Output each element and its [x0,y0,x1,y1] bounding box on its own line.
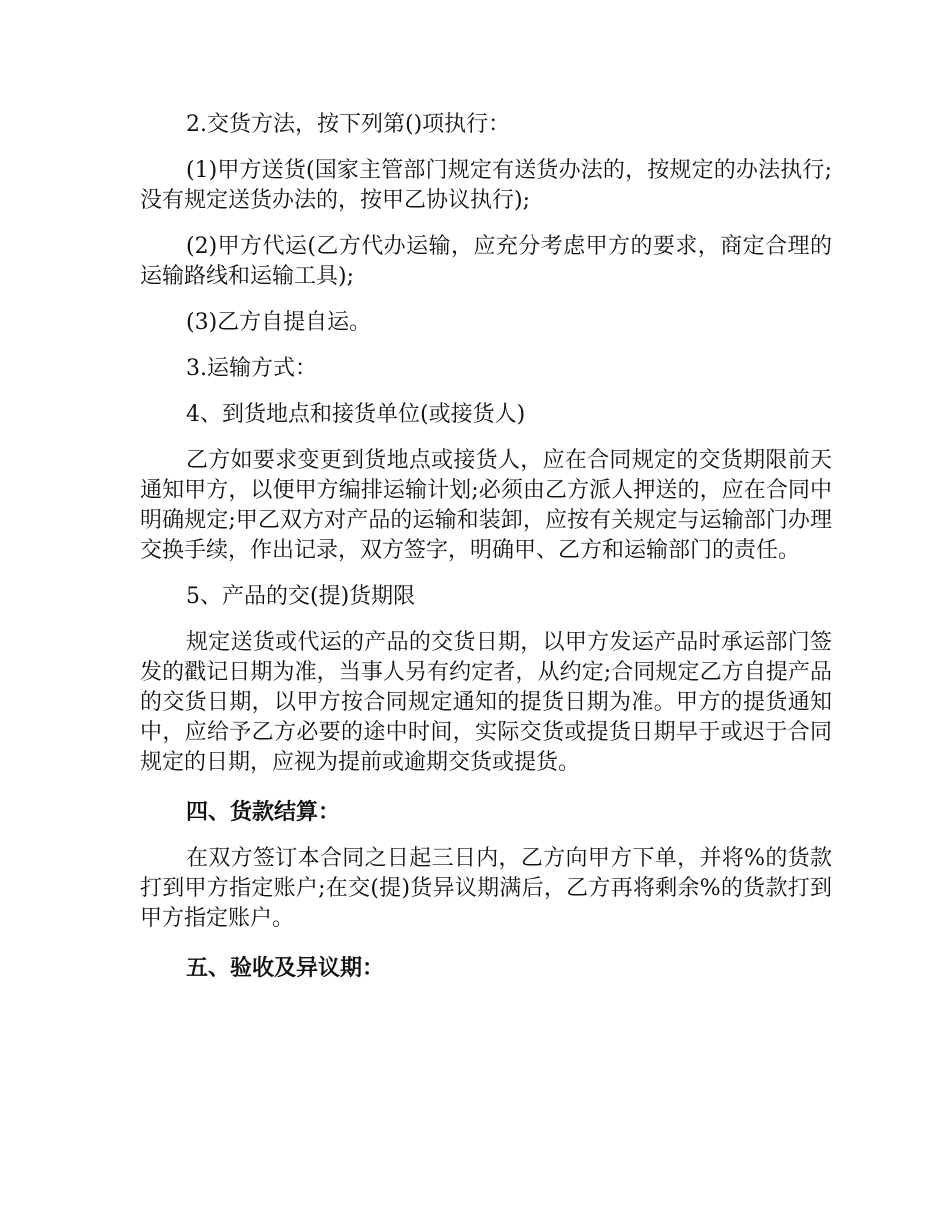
clause-delivery-method: 2.交货方法，按下列第()项执行： [186,112,511,137]
document-body [140,110,832,1000]
paragraph-delivery-date: 规定送货或代运的产品的交货日期，以甲方发运产品时承运部门签发的戳记日期为准，当事人另有约定者，从约定;合同规定乙方自提产品的交货日期，以甲方按合同规定通知的提货日期为准。甲方的提货通知中，应给予乙方必要的途中时间，实际交货或提货日期早于或迟于合同规定的日期，应视为提前或逾期交货或提货。 [140,630,832,775]
option-buyer-pickup: (3)乙方自提自运。 [186,310,372,335]
option-seller-shipping: (2)甲方代运(乙方代办运输，应充分考虑甲方的要求，商定合理的运输路线和运输工具); [140,234,832,289]
clause-transport-mode: 3.运输方式： [186,356,317,381]
paragraph-location-change: 乙方如要求变更到货地点或接货人，应在合同规定的交货期限前天通知甲方，以便甲方编排运输计划;必须由乙方派人押送的，应在合同中明确规定;甲乙双方对产品的运输和装卸，应按有关规定与运输部门办理交换手续，作出记录，双方签字，明确甲、乙方和运输部门的责任。 [140,448,832,563]
option-seller-delivery: (1)甲方送货(国家主管部门规定有送货办法的，按规定的办法执行;没有规定送货办法的，按甲乙协议执行); [140,158,832,213]
section-heading-payment: 四、货款结算： [186,800,341,825]
section-heading-inspection: 五、验收及异议期： [186,956,385,981]
paragraph-payment: 在双方签订本合同之日起三日内，乙方向甲方下单，并将%的货款打到甲方指定账户;在交(提)货异议期满后，乙方再将剩余%的货款打到甲方指定账户。 [140,846,832,931]
clause-delivery-location: 4、到货地点和接货单位(或接货人) [186,402,526,427]
clause-delivery-period: 5、产品的交(提)货期限 [186,584,416,609]
